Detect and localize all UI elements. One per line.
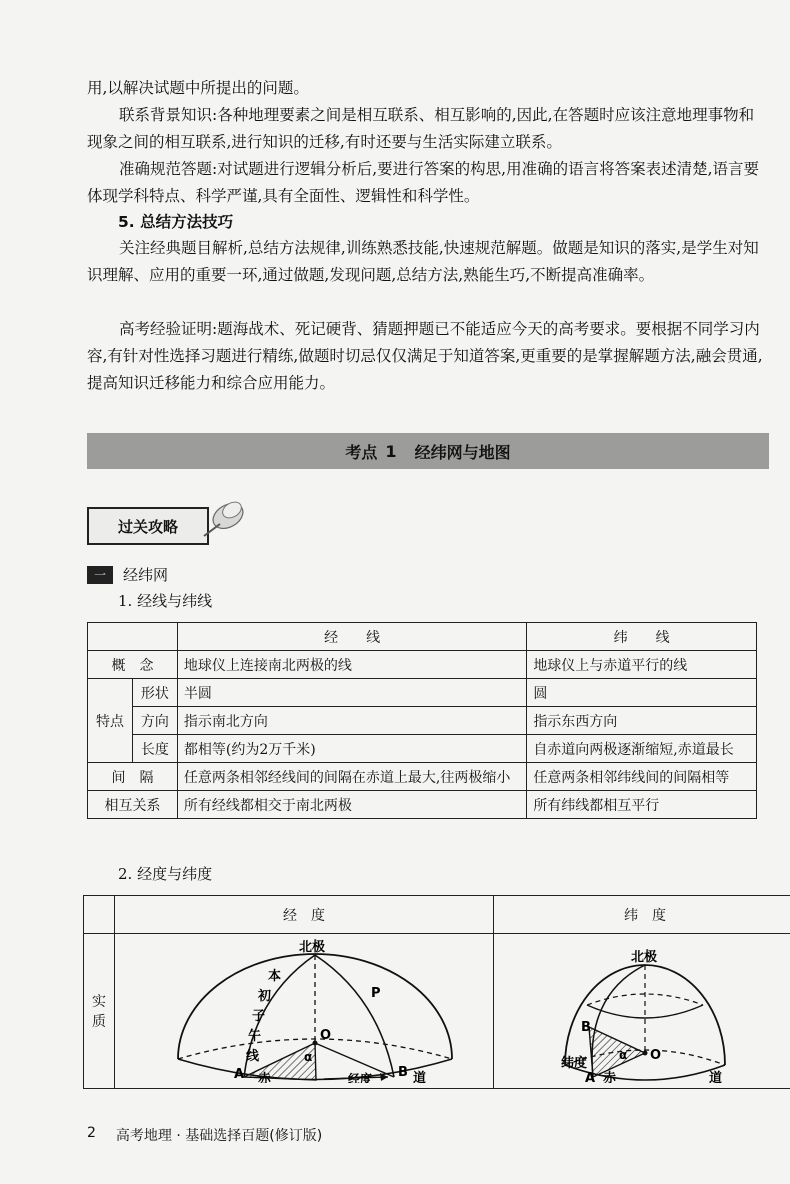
pushpin-icon <box>196 492 256 542</box>
latitude-angle-area <box>589 1027 645 1077</box>
banner-label: 考点 <box>345 442 378 462</box>
table-row <box>84 934 790 1089</box>
label-zi: 子 <box>252 1009 266 1024</box>
table-row <box>84 896 790 934</box>
longitude-figure-cell <box>115 934 494 1089</box>
label-a: A <box>234 1067 245 1082</box>
banner-number: 1 <box>385 441 397 461</box>
paragraph-exam-experience: 高考经验证明:题海战术、死记硬背、猜题押题已不能适应今天的高考要求。要根据不同学习内容,有针对性选择习题进行精练,做题时切忌仅仅满足于知道答案,更重要的是掌握解题方法,融会贯通,提高知识迁移能力和综合应用能力。 <box>87 320 763 392</box>
subheading-longitude-latitude: 2. 经度与纬度 <box>118 865 213 883</box>
label-north-pole: 北极 <box>631 950 658 965</box>
center-point <box>313 1041 318 1046</box>
table-cell: 所有纬线都相互平行 <box>527 791 757 819</box>
label-xian: 线 <box>246 1049 260 1064</box>
table-cell: 所有经线都相交于南北两极 <box>177 791 526 819</box>
section-heading-graticule <box>87 564 168 585</box>
row-subheader: 长度 <box>132 735 177 763</box>
subheading-meridian-parallel: 1. 经线与纬线 <box>118 592 213 610</box>
row-header: 特点 <box>88 679 133 763</box>
table-cell: 指示东西方向 <box>527 707 757 735</box>
table-row <box>88 791 757 819</box>
paragraph-classic-questions: 关注经典题目解析,总结方法规律,训练熟悉技能,快速规范解题。做题是知识的落实,是学生对知识理解、应用的重要一环,通过做题,发现问题,总结方法,熟能生巧,不断提高准确率。 <box>87 239 759 284</box>
table-row <box>88 651 757 679</box>
paragraph-intro: 用,以解决试题中所提出的问题。 <box>87 79 309 97</box>
label-ben: 本 <box>268 969 282 984</box>
latitude-figure-cell <box>494 934 790 1089</box>
table-header: 纬 线 <box>527 623 757 651</box>
label-north-pole: 北极 <box>299 940 326 955</box>
table-header: 经 线 <box>177 623 526 651</box>
table-cell: 任意两条相邻纬线间的间隔相等 <box>527 763 757 791</box>
table-cell: 都相等(约为2万千米) <box>177 735 526 763</box>
label-o: O <box>650 1048 662 1063</box>
latitude-diagram <box>495 935 790 1083</box>
label-p: P <box>371 986 381 1001</box>
section-banner <box>87 433 769 469</box>
section-marker: 一 <box>87 566 113 584</box>
table-row <box>88 707 757 735</box>
row-subheader: 形状 <box>132 679 177 707</box>
label-dao: 道 <box>709 1071 723 1083</box>
row-header: 概 念 <box>88 651 178 679</box>
row-header: 相互关系 <box>88 791 178 819</box>
table-cell <box>84 896 115 934</box>
label-a: A <box>585 1071 596 1083</box>
table-cell: 地球仪上连接南北两极的线 <box>177 651 526 679</box>
label-chu: 初 <box>258 989 272 1004</box>
table-row <box>88 679 757 707</box>
page-number: 2 <box>87 1125 96 1141</box>
page-footer <box>87 1125 322 1145</box>
longitude-latitude-table <box>83 895 790 1089</box>
heading-summary-methods: 5. 总结方法技巧 <box>118 213 234 231</box>
label-alpha: α <box>304 1050 313 1064</box>
label-wu: 午 <box>248 1029 262 1044</box>
row-subheader: 方向 <box>132 707 177 735</box>
table-row <box>88 763 757 791</box>
table-cell: 圆 <box>527 679 757 707</box>
table-cell <box>88 623 178 651</box>
longitude-diagram <box>116 935 492 1083</box>
strategy-tag: 过关攻略 <box>87 507 209 545</box>
label-b: B <box>581 1020 591 1035</box>
meridian-p <box>315 955 394 1077</box>
table-row <box>88 623 757 651</box>
table-cell: 半圆 <box>177 679 526 707</box>
table-cell: 任意两条相邻经线间的间隔在赤道上最大,往两极缩小 <box>177 763 526 791</box>
table-header: 纬 度 <box>494 896 790 934</box>
label-chi: 赤 <box>603 1071 617 1083</box>
label-chi: 赤 <box>258 1072 272 1083</box>
label-alpha: α <box>619 1048 628 1062</box>
paragraph-background-knowledge: 联系背景知识:各种地理要素之间是相互联系、相互影响的,因此,在答题时应该注意地理事物和现象之间的相互联系,进行知识的迁移,有时还要与生活实际建立联系。 <box>87 106 755 151</box>
paragraph-accurate-answer: 准确规范答题:对试题进行逻辑分析后,要进行答案的构思,用准确的语言将答案表述清楚,语言要体现学科特点、科学严谨,具有全面性、逻辑性和科学性。 <box>87 160 760 205</box>
section-title: 经纬网 <box>123 566 169 584</box>
table-row <box>88 735 757 763</box>
table-cell: 地球仪上与赤道平行的线 <box>527 651 757 679</box>
label-latitude: 纬度 <box>561 1056 588 1071</box>
row-header: 间 隔 <box>88 763 178 791</box>
label-longitude: 经度 <box>348 1072 373 1083</box>
table-header: 经 度 <box>115 896 494 934</box>
table-cell: 指示南北方向 <box>177 707 526 735</box>
label-b: B <box>398 1065 408 1080</box>
center-point <box>643 1051 648 1056</box>
book-title: 高考地理 · 基础选择百题(修订版) <box>115 1128 323 1144</box>
label-dao: 道 <box>413 1071 427 1083</box>
row-header: 实 质 <box>84 934 115 1089</box>
banner-title: 经纬网与地图 <box>414 442 511 462</box>
meridian-parallel-table <box>87 622 757 819</box>
label-o: O <box>320 1028 332 1043</box>
table-cell: 自赤道向两极逐渐缩短,赤道最长 <box>527 735 757 763</box>
